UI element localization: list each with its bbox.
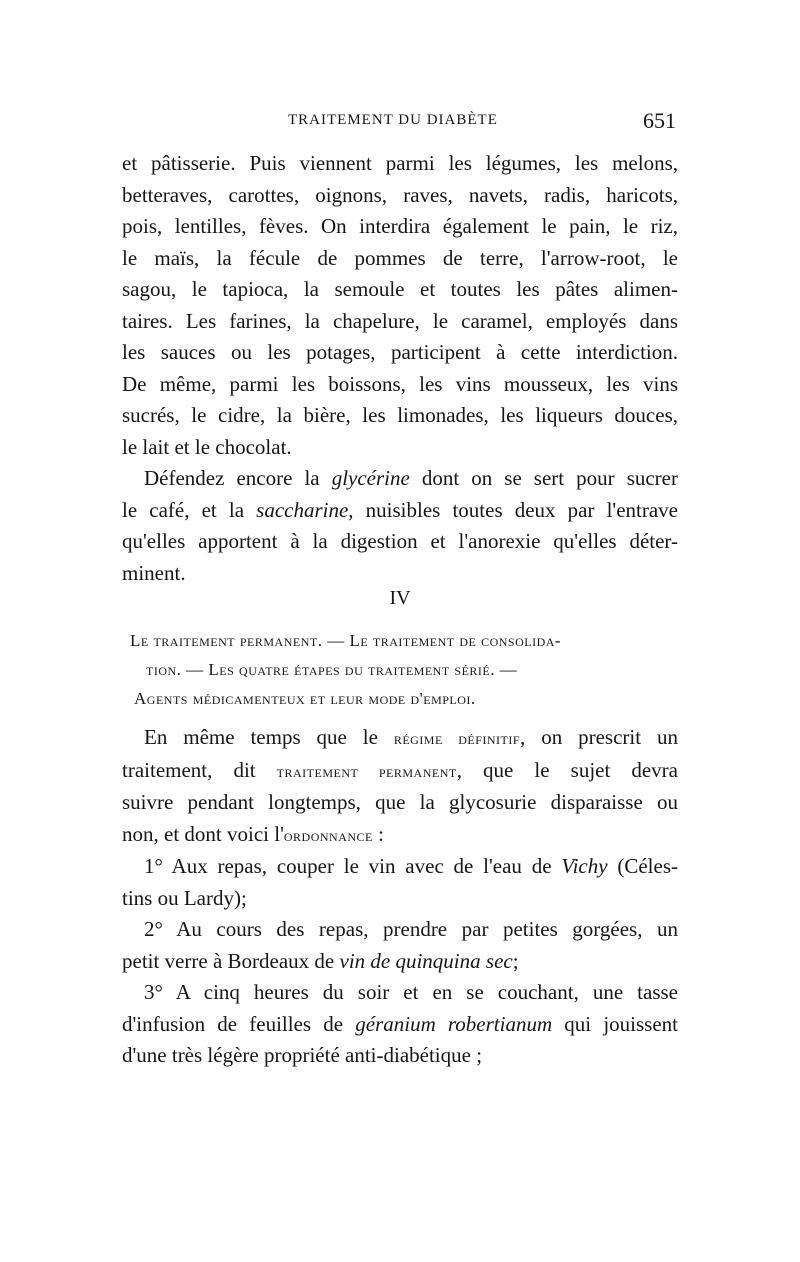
text-run: Défendez encore la [144,466,332,490]
section-heading [130,626,678,713]
text-line: le lait et le chocolat. [122,434,292,459]
section-number: IV [389,587,411,609]
text-run: le café, et la [122,497,257,522]
text-run: , nuisibles toutes deux par l'entrave [348,497,679,522]
text-line: qu'elles apportent à la digestion et l'anorexie qu'elles déter- [122,529,678,553]
text-line: sucrés, le cidre, la bière, les limonades, les liqueurs douces, [122,403,678,427]
text-run: 1° Aux repas, couper le vin avec de l'eau de [144,854,562,878]
text-line [122,463,678,495]
smallcaps-term: ordonnance [283,825,373,845]
text-run: traitement, dit [122,757,277,782]
text-line: pois, lentilles, fèves. On interdira également le pain, le riz, [122,214,678,238]
text-run: dont on se sert pour sucrer [409,466,678,490]
italic-term: glycérine [331,466,410,490]
text-run: non, et dont voici l' [122,821,284,846]
text-run: , on prescrit un [520,725,678,749]
text-run: qui jouissent [552,1011,678,1036]
text-run: : [372,821,384,846]
text-line: minent. [122,560,186,585]
list-item-line: 3° A cinq heures du soir et en se couchant, une tasse [144,980,678,1004]
italic-term: géranium robertianum [355,1011,553,1036]
list-item-line: d'une très légère propriété anti-diabétique ; [122,1043,483,1067]
list-item-line [122,851,678,883]
smallcaps-term: régime définitif [393,729,521,748]
text-line: les sauces ou les potages, participent à cette interdiction. [122,340,678,364]
text-run: (Céles- [607,854,678,878]
smallcaps-term: traitement permanent [276,761,457,781]
text-run: d'infusion de feuilles de [122,1011,356,1036]
list-item-line: 2° Au cours des repas, prendre par petites gorgées, un [144,917,678,941]
page-number: 651 [643,108,676,133]
text-line: le maïs, la fécule de pommes de terre, l'arrow-root, le [122,245,678,270]
running-header [120,108,680,136]
body-text-bottom [122,722,678,1072]
text-run: , que le sujet devra [456,757,678,782]
text-run: petit verre à Bordeaux de [122,948,340,973]
text-line: suivre pendant longtemps, que la glycosurie disparaisse ou [122,790,678,814]
text-line [122,755,678,788]
running-title: TRAITEMENT DU DIABÈTE [288,112,498,128]
body-text-top [122,148,678,589]
text-run: ; [512,948,519,973]
text-line [122,495,678,527]
list-item-line [122,1009,678,1041]
text-line: betteraves, carottes, oignons, raves, navets, radis, haricots, [122,182,678,207]
list-item-line: tins ou Lardy); [122,885,247,910]
text-line [122,722,678,755]
heading-line: Agents médicamenteux et leur mode d'emploi. [134,689,476,708]
text-line: et pâtisserie. Puis viennent parmi les légumes, les melons, [122,151,678,175]
italic-term: vin de quinquina sec [339,948,513,973]
text-run: En même temps que le [144,725,394,749]
list-item-line [122,946,678,978]
italic-term: Vichy [561,854,608,878]
heading-line: tion. — Les quatre étapes du traitement sérié. — [146,660,518,679]
text-line: taires. Les farines, la chapelure, le caramel, employés dans [122,308,678,333]
text-line: sagou, le tapioca, la semoule et toutes les pâtes alimen- [122,277,678,301]
italic-term: saccharine [256,497,349,522]
heading-line: Le traitement permanent. — Le traitement de consolida- [130,631,562,650]
text-line: De même, parmi les boissons, les vins mousseux, les vins [122,371,678,396]
text-line [122,819,678,852]
